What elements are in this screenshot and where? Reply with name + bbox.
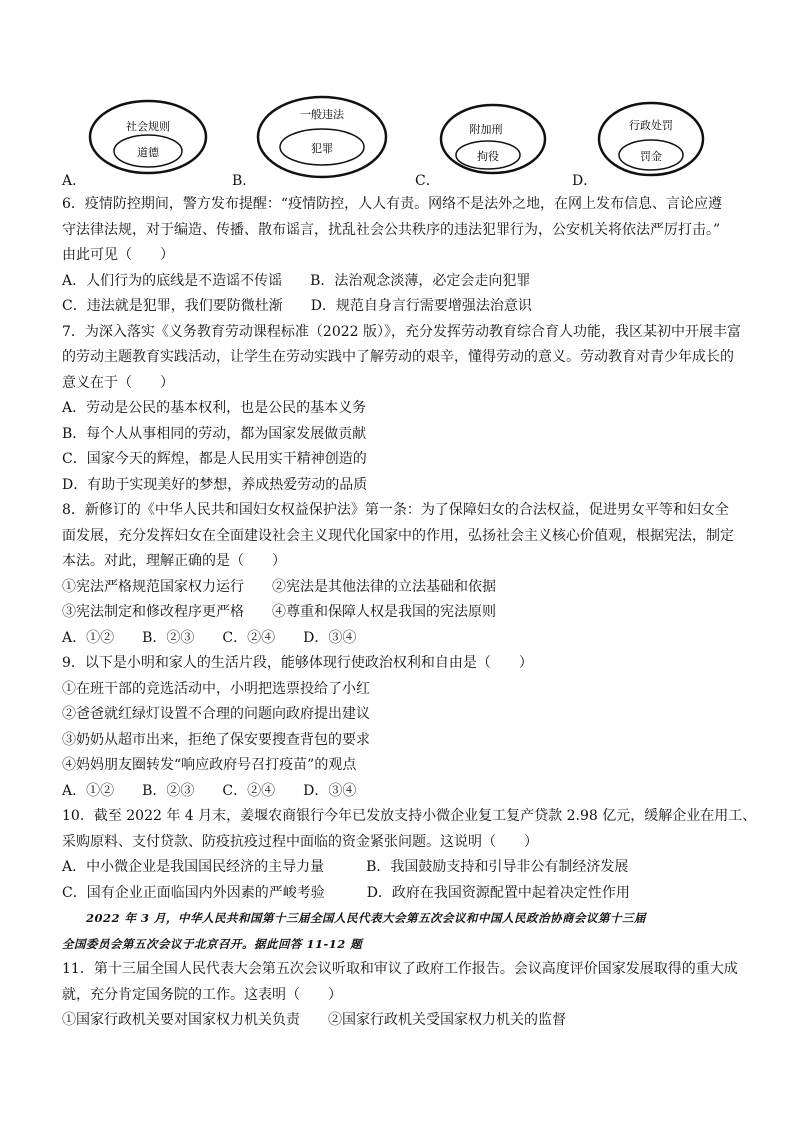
q8-stem-line-3: 本法。对此，理解正确的是（ ） [62, 553, 286, 569]
q8-stem-line-1: 8．新修订的《中华人民共和国妇女权益保护法》第一条：为了保障妇女的合法权益，促进男女平等和妇女全 [62, 502, 729, 518]
q7-option-a: A．劳动是公民的基本权利，也是公民的基本义务 [62, 400, 367, 416]
q8-stem-line-2: 面发展，充分发挥妇女在全面建设社会主义现代化国家中的作用，弘扬社会主义核心价值观，根据宪法，制定 [62, 528, 734, 544]
q9-statement-1: ①在班干部的竞选活动中，小明把选票投给了小红 [62, 681, 370, 697]
diagram-c [438, 95, 548, 190]
option-c-letter: C． [415, 173, 440, 189]
diagram-a-outer-label: 社会规则 [126, 120, 170, 133]
option-d-letter: D． [572, 173, 598, 189]
diagram-c-outer-label: 附加刑 [469, 123, 503, 136]
diagram-d-inner-label: 罚金 [640, 150, 662, 163]
q8-statements-12: ①宪法严格规范国家权力运行 ②宪法是其他法律的立法基础和依据 [62, 579, 496, 595]
option-b-letter: B． [232, 173, 257, 189]
q9-statement-3: ③奶奶从超市出来，拒绝了保安要搜查背包的要求 [62, 732, 370, 748]
q10-options-ab: A．中小微企业是我国国民经济的主导力量 B．我国鼓励支持和引导非公有制经济发展 [62, 859, 629, 875]
q10-stem-line-2: 采购原料、支付贷款、防疫抗疫过程中面临的资金紧张问题。这说明（ ） [62, 834, 538, 850]
q7-stem-line-1: 7．为深入落实《义务教育劳动课程标准（2022 版）》，充分发挥劳动教育综合育人功能，我区某初中开展丰富 [62, 324, 741, 340]
diagram-d-outer-label: 行政处罚 [629, 119, 673, 132]
q9-options: A．①② B．②③ C．②④ D．③④ [62, 783, 357, 799]
context-line-1: 2022 年 3 月，中华人民共和国第十三届全国人民代表大会第五次会议和中国人民政治协商会议第十三届 [62, 911, 647, 925]
diagram-d [595, 95, 707, 190]
q9-statement-2: ②爸爸就红绿灯设置不合理的问题向政府提出建议 [62, 706, 370, 722]
q7-option-d: D．有助于实现美好的梦想，养成热爱劳动的品质 [62, 477, 368, 493]
q6-options-cd: C．违法就是犯罪，我们要防微杜渐 D．规范自身言行需要增强法治意识 [62, 298, 532, 314]
q7-stem-line-2: 的劳动主题教育实践活动，让学生在劳动实践中了解劳动的艰辛，懂得劳动的意义。劳动教育对青少年成长的 [62, 349, 734, 365]
q11-stem-line-1: 11．第十三届全国人民代表大会第五次会议听取和审议了政府工作报告。会议高度评价国家发展取得的重大成 [62, 961, 738, 977]
q8-options: A．①② B．②③ C．②④ D．③④ [62, 630, 357, 646]
q7-stem-line-3: 意义在于（ ） [62, 375, 174, 391]
q10-stem-line-1: 10．截至 2022 年 4 月末，姜堰农商银行今年已发放支持小微企业复工复产贷款 2.98 亿元，缓解企业在用工、 [62, 808, 757, 824]
q8-statements-34: ③宪法制定和修改程序更严格 ④尊重和保障人权是我国的宪法原则 [62, 604, 496, 620]
q6-stem-line-1: 6．疫情防控期间，警方发布提醒：“疫情防控，人人有责。网络不是法外之地，在网上发布信息、言论应遵 [62, 196, 723, 212]
q6-stem-line-2: 守法律法规，对于编造、传播、散布谣言，扰乱社会公共秩序的违法犯罪行为，公安机关将依法严厉打击。” [62, 222, 721, 238]
q7-option-c: C．国家今天的辉煌，都是人民用实干精神创造的 [62, 451, 367, 467]
context-line-2: 全国委员会第五次会议于北京召开。据此回答 11-12 题 [62, 937, 363, 951]
diagram-c-inner-label: 拘役 [477, 150, 499, 163]
q9-statement-4: ④妈妈朋友圈转发“响应政府号召打疫苗”的观点 [62, 757, 357, 773]
diagram-b-inner-label: 犯罪 [311, 142, 333, 155]
q9-stem: 9．以下是小明和家人的生活片段，能够体现行使政治权利和自由是（ ） [62, 655, 533, 671]
q7-option-b: B．每个人从事相同的劳动，都为国家发展做贡献 [62, 426, 367, 442]
diagram-b-outer-label: 一般违法 [300, 108, 344, 121]
q6-stem-line-3: 由此可见（ ） [62, 247, 174, 263]
q11-statements-12: ①国家行政机关要对国家权力机关负责 ②国家行政机关受国家权力机关的监督 [62, 1012, 566, 1028]
diagram-a [88, 95, 208, 190]
diagram-options-row [60, 95, 740, 190]
q10-options-cd: C．国有企业正面临国内外因素的严峻考验 D．政府在我国资源配置中起着决定性作用 [62, 885, 630, 901]
option-a-letter: A． [62, 173, 87, 189]
diagram-a-inner-label: 道德 [137, 146, 159, 159]
q6-options-ab: A．人们行为的底线是不造谣不传谣 B．法治观念淡薄，必定会走向犯罪 [62, 273, 531, 289]
diagram-b [256, 95, 388, 190]
q11-stem-line-2: 就，充分肯定国务院的工作。这表明（ ） [62, 987, 342, 1003]
